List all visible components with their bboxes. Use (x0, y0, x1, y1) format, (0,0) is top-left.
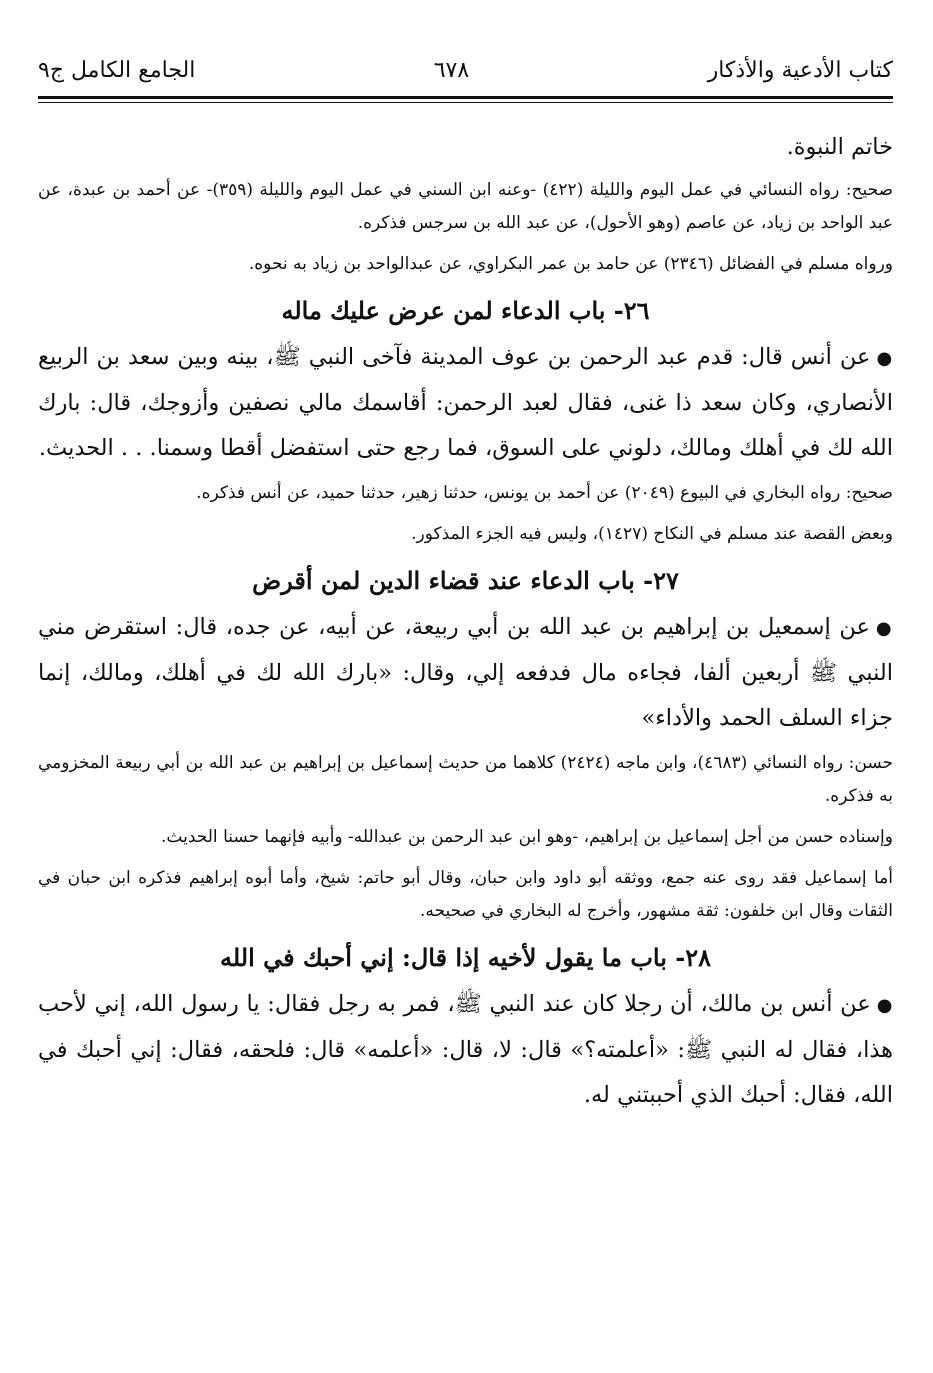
header-rule-thin (38, 102, 893, 103)
bullet-icon: ● (876, 995, 893, 1016)
page-body (38, 125, 893, 1118)
chapter-heading-26: ٢٦- باب الدعاء لمن عرض عليك ماله (281, 296, 650, 325)
collection-title: الجامع الكامل ج٩ (38, 58, 196, 83)
takhrij-note: ورواه مسلم في الفضائل (٢٣٤٦) عن حامد بن عمر البكراوي، عن عبدالواحد بن زياد به نحوه. (248, 254, 893, 274)
hadith-body: عن إسمعيل بن إبراهيم بن عبد الله بن أبي ربيعة، عن أبيه، عن جده، قال: استقرض مني النبي ﷺ أربعين ألفا، فجاءه مال فدفعه إلي، وقال: «بارك الله لك في أهلك، ومالك، إنما جزاء السلف الحمد والأداء» (38, 614, 893, 731)
hadith-body: عن أنس بن مالك، أن رجلا كان عند النبي ﷺ، فمر به رجل فقال: يا رسول الله، إني لأحب هذا، فقال له النبي ﷺ: «أعلمته؟» قال: لا، قال: «أعلمه» قال: فلحقه، فقال: إني أحبك في الله، فقال: أحبك الذي أحببتني له. (38, 991, 893, 1108)
takhrij-note: وبعض القصة عند مسلم في النكاح (١٤٢٧)، وليس فيه الجزء المذكور. (411, 524, 893, 544)
hadith-text (38, 605, 893, 741)
bullet-icon: ● (876, 348, 893, 369)
header-rule-thick (38, 96, 893, 99)
book-title: كتاب الأدعية والأذكار (707, 58, 893, 83)
takhrij-note: صحيح: رواه البخاري في البيوع (٢٠٤٩) عن أحمد بن يونس، حدثنا زهير، حدثنا حميد، عن أنس فذكره. (196, 483, 893, 503)
paragraph-continuation: خاتم النبوة. (786, 134, 893, 160)
takhrij-note: أما إسماعيل فقد روى عنه جمع، ووثقه أبو داود وابن حبان، وقال أبو حاتم: شيخ، وأما أبوه إبراهيم فذكره ابن حبان في الثقات وقال ابن خلفون: ثقة مشهور، وأخرج له البخاري في صحيحه. (38, 868, 893, 921)
takhrij-note: وإسناده حسن من أجل إسماعيل بن إبراهيم، -وهو ابن عبد الرحمن بن عبدالله- وأبيه فإنهما حسنا الحديث. (161, 827, 893, 847)
hadith-text (38, 982, 893, 1118)
page-number: ٦٧٨ (433, 58, 470, 83)
bullet-icon: ● (875, 618, 893, 639)
takhrij-note: صحيح: رواه النسائي في عمل اليوم والليلة (٤٢٢) -وعنه ابن السني في عمل اليوم والليلة (٣٥٩)- عن أحمد بن عبدة، عن عبد الواحد بن زياد، عن عاصم (وهو الأحول)، عن عبد الله بن سرجس فذكره. (38, 180, 893, 233)
takhrij-note: حسن: رواه النسائي (٤٦٨٣)، وابن ماجه (٢٤٢٤) كلاهما من حديث إسماعيل بن إبراهيم بن عبد الله بن أبي ربيعة المخزومي به فذكره. (38, 753, 894, 806)
chapter-heading-28: ٢٨- باب ما يقول لأخيه إذا قال: إني أحبك في الله (219, 943, 712, 972)
chapter-heading-27: ٢٧- باب الدعاء عند قضاء الدين لمن أقرض (252, 566, 679, 595)
hadith-text (38, 335, 893, 471)
running-header (38, 0, 893, 86)
hadith-body: عن أنس قال: قدم عبد الرحمن بن عوف المدينة فآخى النبي ﷺ، بينه وبين سعد بن الربيع الأنصاري، وكان سعد ذا غنى، فقال لعبد الرحمن: أقاسمك مالي نصفين وأزوجك، قال: بارك الله لك في أهلك ومالك، دلوني على السوق، فما رجع حتى استفضل أقطا وسمنا. . . الحديث. (38, 344, 893, 461)
